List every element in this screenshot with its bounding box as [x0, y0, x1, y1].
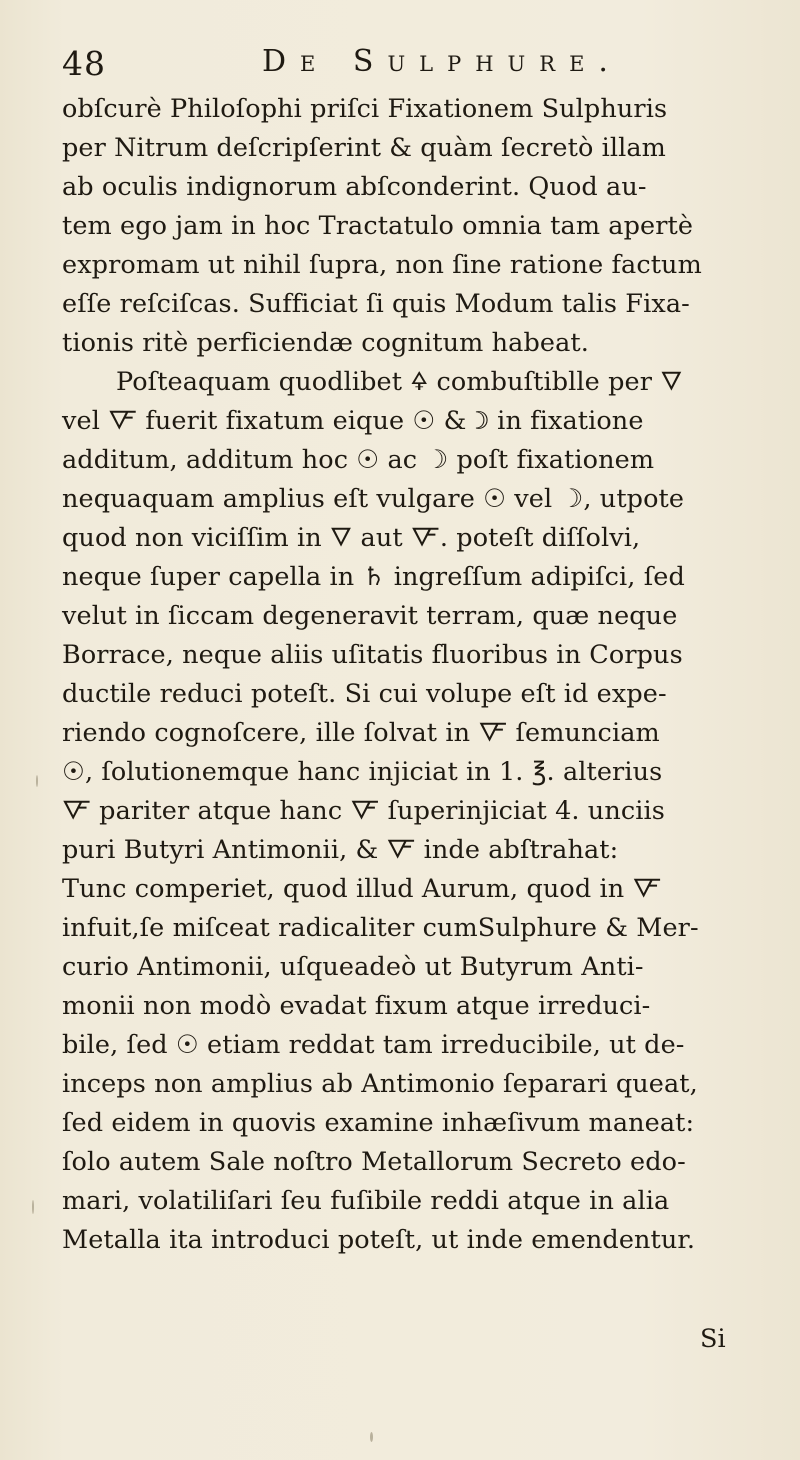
text-line: bile, ſed ☉ etiam reddat tam irreducibile, ut de- [62, 1030, 685, 1060]
page-number: 48 [62, 44, 106, 83]
text-line: velut in ſiccam degeneravit terram, quæ neque [62, 601, 678, 631]
text-line: infuit,ſe miſceat radicaliter cumSulphure & Mer- [62, 913, 699, 943]
text-line: tem ego jam in hoc Tractatulo omnia tam apertè [62, 211, 694, 241]
text-line: Borrace, neque aliis uſitatis fluoribus in Corpus [62, 640, 683, 670]
text-line: per Nitrum deſcripſerint & quàm ſecretò illam [62, 133, 666, 163]
text-line: ſolo autem Sale noſtro Metallorum Secreto edo- [62, 1147, 686, 1177]
text-line: ☉, ſolutionemque hanc injiciat in 1. ℥. alterius [62, 757, 663, 787]
body-text [62, 90, 762, 1260]
running-head: De Sulphure. [262, 44, 622, 79]
paragraph-start-line: Poſteaquam quodlibet 🜍 combuſtiblle per 🜄 [116, 367, 683, 397]
text-line: ab oculis indignorum abſconderint. Quod au- [62, 172, 647, 202]
text-line: curio Antimonii, uſqueadeò ut Butyrum Anti- [62, 952, 644, 982]
text-line: ſed eidem in quovis examine inhæſivum maneat: [62, 1108, 695, 1138]
text-line: expromam ut nihil ſupra, non ſine ratione factum [62, 250, 702, 280]
page-header [62, 44, 742, 90]
text-line: obſcurè Philoſophi priſci Fixationem Sulphuris [62, 94, 668, 124]
text-line: Tunc comperiet, quod illud Aurum, quod in 🜅 [62, 874, 662, 904]
text-line: quod non viciſſim in 🜄 aut 🜅. poteſt diſſolvi, [62, 523, 641, 553]
text-line: tionis ritè perficiendæ cognitum habeat. [62, 328, 589, 358]
paper-speck [370, 1432, 373, 1442]
text-line: neque ſuper capella in ♄ ingreſſum adipiſci, ſed [62, 562, 685, 592]
text-line: additum, additum hoc ☉ ac ☽ poſt fixationem [62, 445, 655, 475]
text-line: vel 🜅 fuerit fixatum eique ☉ & ☽ in fixatione [62, 406, 644, 436]
text-line: ductile reduci poteſt. Si cui volupe eſt id expe- [62, 679, 667, 709]
text-line: puri Butyri Antimonii, & 🜅 inde abſtrahat: [62, 835, 619, 865]
text-line: monii non modò evadat fixum atque irreduci- [62, 991, 651, 1021]
paper-speck [36, 775, 38, 787]
text-line: nequaquam amplius eſt vulgare ☉ vel ☽, utpote [62, 484, 685, 514]
text-line: 🜅 pariter atque hanc 🜅 ſuperinjiciat 4. unciis [62, 796, 665, 826]
text-line: mari, volatiliſari ſeu fuſibile reddi atque in alia [62, 1186, 670, 1216]
text-line: riendo cognoſcere, ille ſolvat in 🜅 ſemunciam [62, 718, 660, 748]
text-line: inceps non amplius ab Antimonio ſeparari queat, [62, 1069, 698, 1099]
text-line: Metalla ita introduci poteſt, ut inde emendentur. [62, 1225, 696, 1255]
catchword: Si [700, 1324, 726, 1354]
paper-speck [32, 1200, 34, 1214]
text-line: eſſe reſciſcas. Sufficiat ſi quis Modum talis Fixa- [62, 289, 690, 319]
